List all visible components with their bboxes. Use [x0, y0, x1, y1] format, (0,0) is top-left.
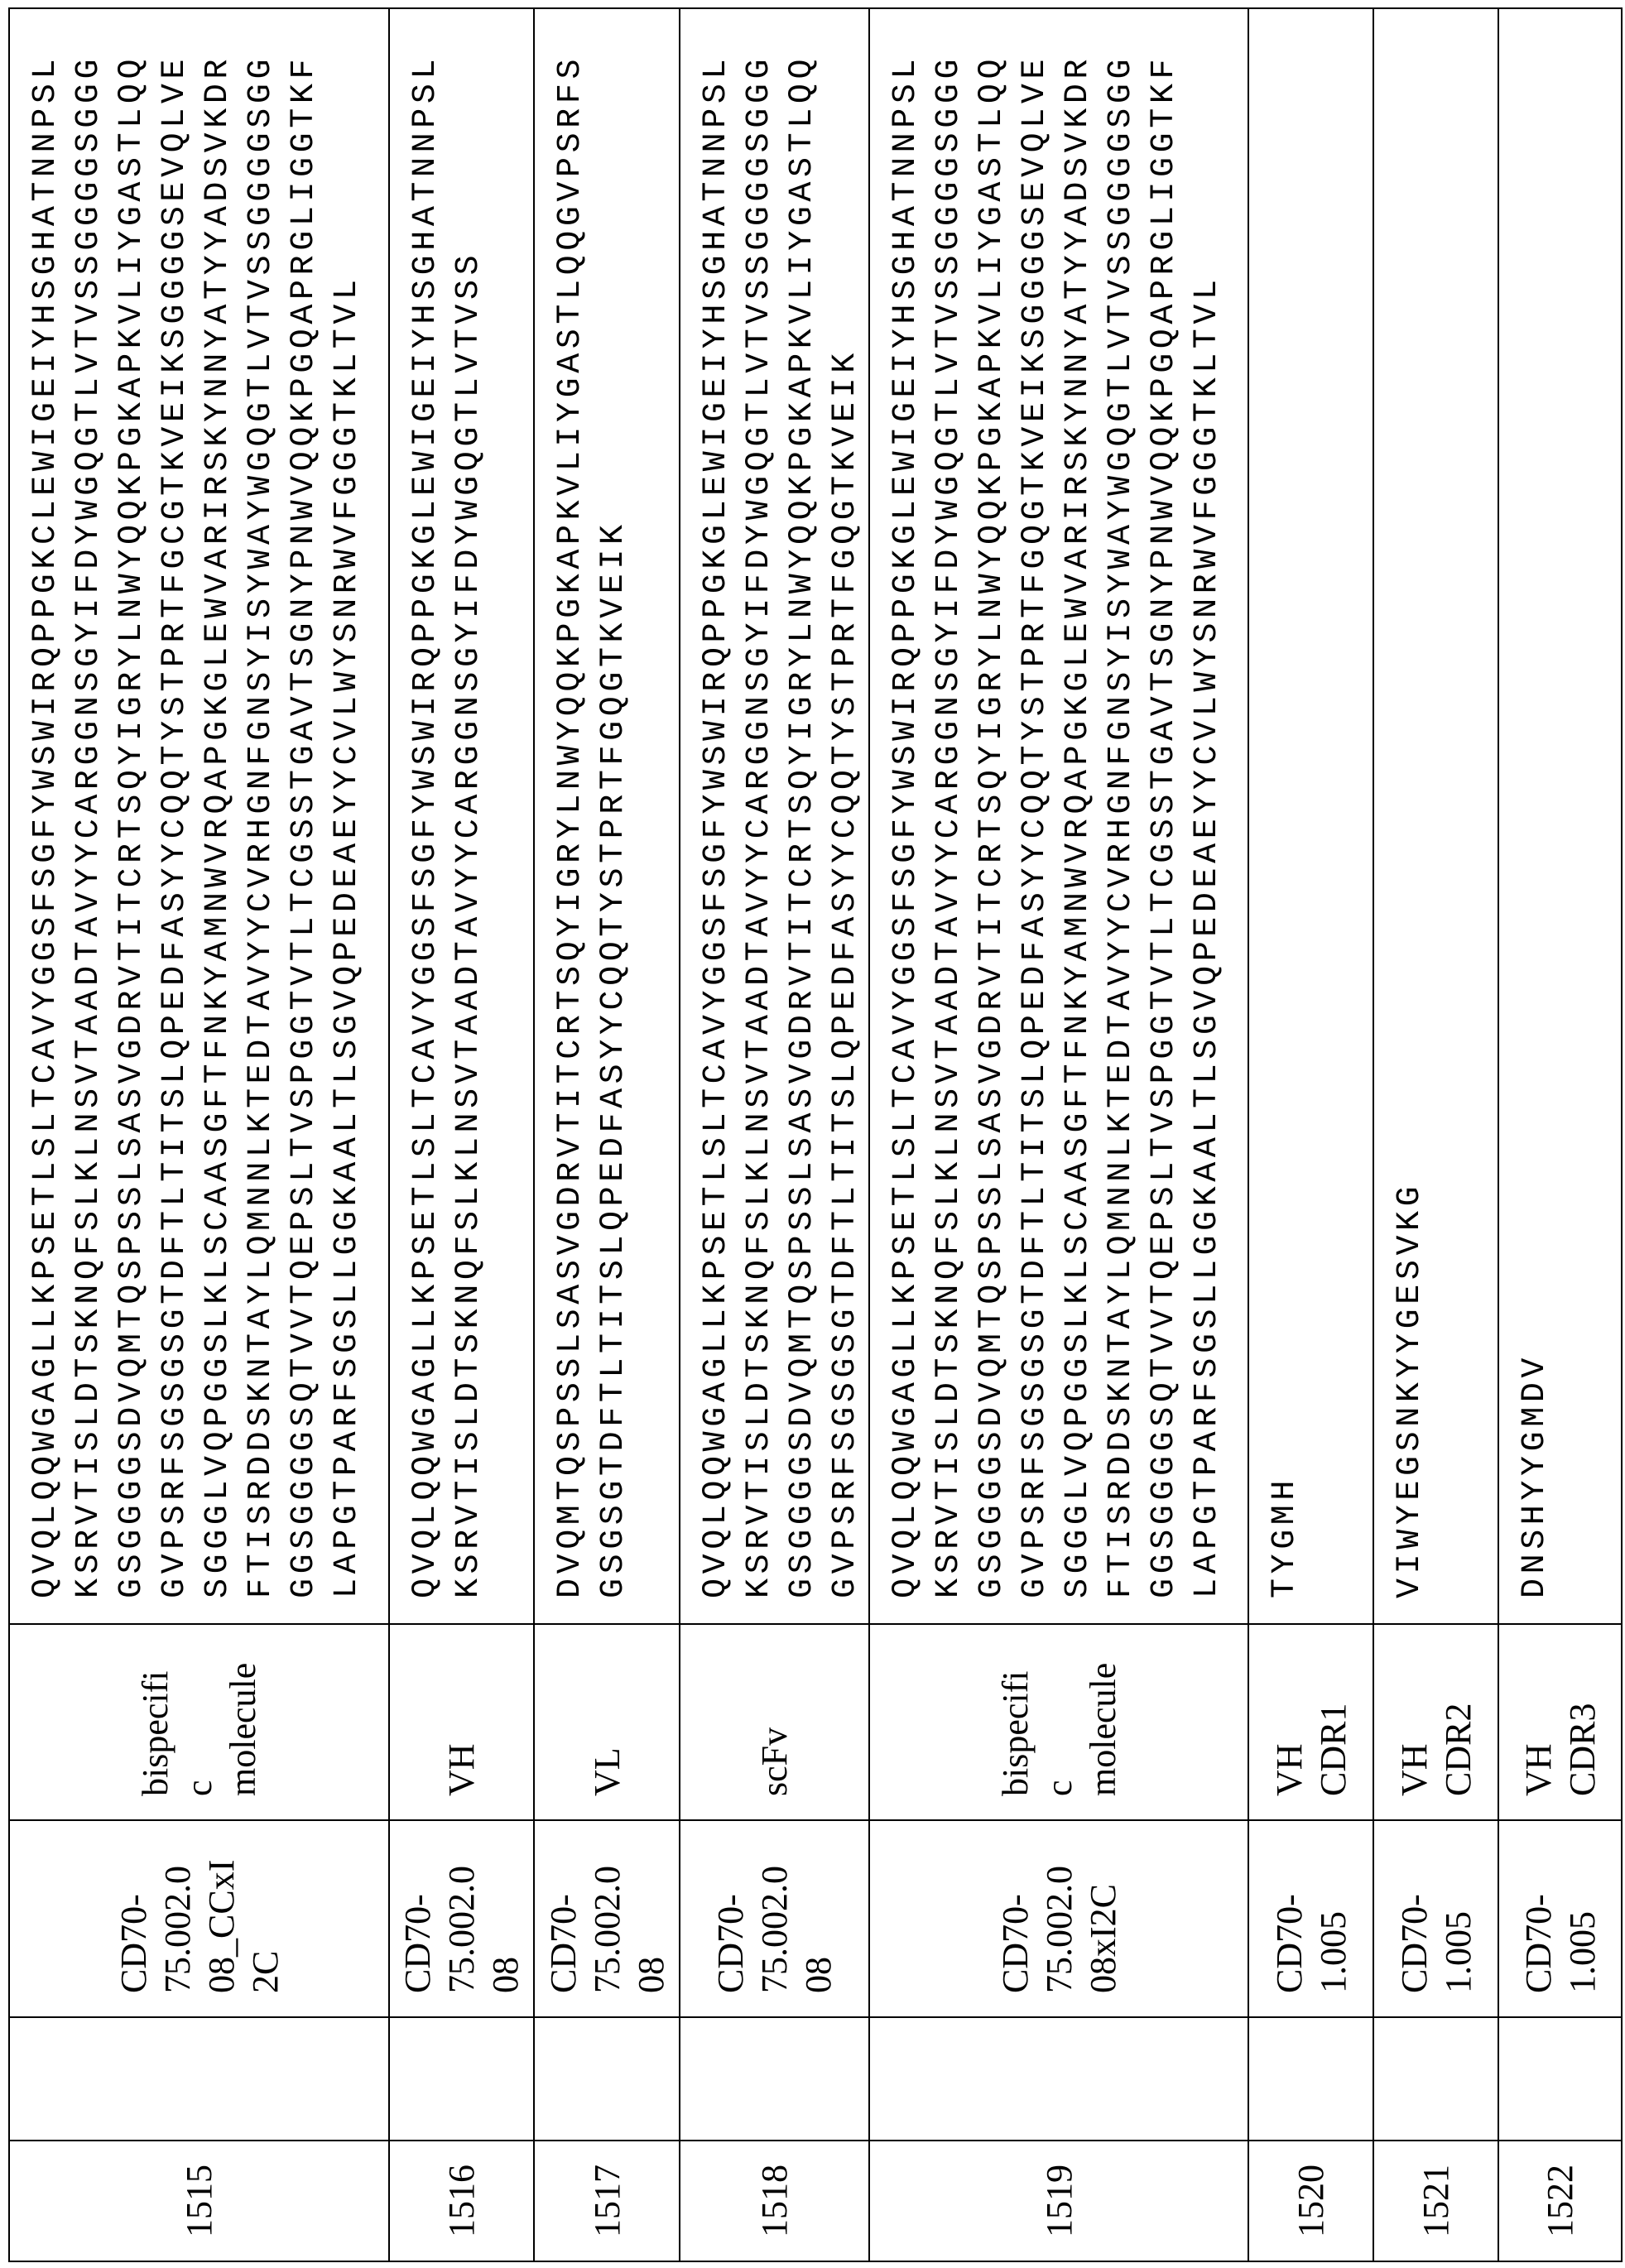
table-row — [534, 8, 680, 2261]
sequence-line: DNSHYYGMDV — [1514, 9, 1557, 1598]
sequence-line: KSRVTISLDTSKNQFSLKLNSVTAADTAVYYCARGGNSGYIFDYWGQGTLVTVSSGGGGSGGG — [738, 9, 781, 1598]
molecule-type-cell: VH — [389, 1624, 534, 1820]
seq-id-cell: 1522 — [1498, 2141, 1622, 2261]
sequence-line: GSGGGGSDVQMTQSPSSLSASVGDRVTITCRTSQYIGRYLNWYQQKPGKAPKVLIYGASTLQQ — [781, 9, 825, 1598]
molecule-type-cell: bispecifi c molecule — [869, 1624, 1248, 1820]
sequence-line: QVQLQQWGAGLLKPSETLSLTCAVYGGSFSGFYWSWIRQPPGKGLEWIGEIYHSGHATNNPSL — [885, 9, 928, 1598]
table-row — [680, 8, 869, 2261]
sequence-line: SGGGLVQPGGSLKLSCAASGFTFNKYAMNWVRQAPGKGLEWVARIRSKYNNYATYYADSVKDR — [197, 9, 240, 1598]
blank-cell — [9, 2017, 389, 2141]
sequence-cell — [534, 8, 680, 1624]
seq-id-cell: 1521 — [1373, 2141, 1498, 2261]
blank-cell — [1248, 2017, 1373, 2141]
seq-id-cell: 1516 — [389, 2141, 534, 2261]
sequence-line: SGGGLVQPGGSLKLSCAASGFTFNKYAMNWVRQAPGKGLEWVARIRSKYNNYATYYADSVKDR — [1057, 9, 1100, 1598]
molecule-name-cell: CD70- 75.002.0 08 — [389, 1820, 534, 2017]
sequence-cell — [1373, 8, 1498, 1624]
molecule-type-cell: VH CDR3 — [1498, 1624, 1622, 1820]
sequence-table — [8, 7, 1623, 2262]
sequence-line: KSRVTISLDTSKNQFSLKLNSVTAADTAVYYCARGGNSGYIFDYWGQGTLVTVSS — [448, 9, 491, 1598]
molecule-name-cell: CD70- 1.005 — [1498, 1820, 1622, 2017]
sequence-cell — [1498, 8, 1622, 1624]
blank-cell — [534, 2017, 680, 2141]
sequence-line: GVPSRFSGSGSGTDFTLTITSLQPEDFASYYCQQTYSTPRTFGCGTKVEIKSGGGGSEVQLVE — [154, 9, 197, 1598]
sequence-line: FTISRDDSKNTAYLQMNNLKTEDTAVYYCVRHGNFGNSYISYWAYWGQGTLVTVSSGGGGSGG — [1100, 9, 1143, 1598]
sequence-line: DVQMTQSPSSLSASVGDRVTITCRTSQYIGRYLNWYQQKPGKAPKVLIYGASTLQQGVPSRFS — [550, 9, 593, 1598]
table-row — [869, 8, 1248, 2261]
table-row — [1373, 8, 1498, 2261]
blank-cell — [389, 2017, 534, 2141]
sequence-line: LAPGTPARFSGSLLGGKAALTLSGVQPEDEAEYYCVLWYSNRWVFGGGTKLTVL — [1186, 9, 1229, 1598]
rotated-page — [0, 0, 1625, 2268]
table-row — [1498, 8, 1622, 2261]
molecule-type-cell: VH CDR1 — [1248, 1624, 1373, 1820]
seq-id-cell: 1517 — [534, 2141, 680, 2261]
table-row — [389, 8, 534, 2261]
blank-cell — [680, 2017, 869, 2141]
seq-id-cell: 1520 — [1248, 2141, 1373, 2261]
molecule-name-cell: CD70- 1.005 — [1248, 1820, 1373, 2017]
sequence-line: KSRVTISLDTSKNQFSLKLNSVTAADTAVYYCARGGNSGYIFDYWGQGTLVTVSSGGGGSGGG — [928, 9, 971, 1598]
blank-cell — [1498, 2017, 1622, 2141]
molecule-name-cell: CD70- 75.002.0 08 — [534, 1820, 680, 2017]
molecule-type-cell: VH CDR2 — [1373, 1624, 1498, 1820]
sequence-cell — [1248, 8, 1373, 1624]
sequence-line: QVQLQQWGAGLLKPSETLSLTCAVYGGSFSGFYWSWIRQPPGKCLEWIGEIYHSGHATNNPSL — [25, 9, 68, 1598]
table-row — [1248, 8, 1373, 2261]
sequence-line: GSGGGGSDVQMTQSPSSLSASVGDRVTITCRTSQYIGRYLNWYQQKPGKAPKVLIYGASTLQQ — [971, 9, 1014, 1598]
blank-cell — [869, 2017, 1248, 2141]
blank-cell — [1373, 2017, 1498, 2141]
seq-id-cell: 1515 — [9, 2141, 389, 2261]
molecule-name-cell: CD70- 75.002.0 08 — [680, 1820, 869, 2017]
sequence-line: GVPSRFSGSGSGTDFTLTITSLQPEDFASYYCQQTYSTPRTFGQGTKVEIK — [825, 9, 868, 1598]
sequence-line: GGSGGGGSQTVVTQEPSLTVSPGGTVTLTCGSSTGAVTSGNYPNWVQQKPGQAPRGLIGGTKF — [1143, 9, 1186, 1598]
molecule-type-cell: bispecifi c molecule — [9, 1624, 389, 1820]
sequence-cell — [869, 8, 1248, 1624]
seq-id-cell: 1519 — [869, 2141, 1248, 2261]
sequence-line: VIWYEGSNKYYGESVKG — [1389, 9, 1432, 1598]
molecule-type-cell: VL — [534, 1624, 680, 1820]
sequence-line: LAPGTPARFSGSLLGGKAALTLSGVQPEDEAEYYCVLWYSNRWVFGGGTKLTVL — [326, 9, 369, 1598]
sequence-cell — [680, 8, 869, 1624]
sequence-cell — [389, 8, 534, 1624]
sequence-line: GVPSRFSGSGSGTDFTLTITSLQPEDFASYYCQQTYSTPRTFGQGTKVEIKSGGGGSEVQLVE — [1014, 9, 1057, 1598]
table-row — [9, 8, 389, 2261]
sequence-line: GSGGGGSDVQMTQSPSSLSASVGDRVTITCRTSQYIGRYLNWYQQKPGKAPKVLIYGASTLQQ — [111, 9, 154, 1598]
molecule-name-cell: CD70- 1.005 — [1373, 1820, 1498, 2017]
sequence-line: GGSGGGGSQTVVTQEPSLTVSPGGTVTLTCGSSTGAVTSGNYPNWVQQKPGQAPRGLIGGTKF — [283, 9, 326, 1598]
molecule-name-cell: CD70- 75.002.0 08_CCxI 2C — [9, 1820, 389, 2017]
sequence-line: TYGMH — [1264, 9, 1307, 1598]
sequence-line: KSRVTISLDTSKNQFSLKLNSVTAADTAVYYCARGGNSGYIFDYWGQGTLVTVSSGGGGSGGG — [68, 9, 111, 1598]
sequence-line: QVQLQQWGAGLLKPSETLSLTCAVYGGSFSGFYWSWIRQPPGKGLEWIGEIYHSGHATNNPSL — [695, 9, 738, 1598]
molecule-name-cell: CD70- 75.002.0 08xI2C — [869, 1820, 1248, 2017]
molecule-type-cell: scFv — [680, 1624, 869, 1820]
sequence-cell — [9, 8, 389, 1624]
sequence-table-body — [9, 8, 1622, 2261]
seq-id-cell: 1518 — [680, 2141, 869, 2261]
sequence-line: QVQLQQWGAGLLKPSETLSLTCAVYGGSFSGFYWSWIRQPPGKGLEWIGEIYHSGHATNNPSL — [405, 9, 448, 1598]
sequence-line: GSGSGTDFTLTITSLQPEDFASYYCQQTYSTPRTFGQGTKVEIK — [593, 9, 636, 1598]
sequence-line: FTISRDDSKNTAYLQMNNLKTEDTAVYYCVRHGNFGNSYISYWAYWGQGTLVTVSSGGGGSGG — [240, 9, 283, 1598]
